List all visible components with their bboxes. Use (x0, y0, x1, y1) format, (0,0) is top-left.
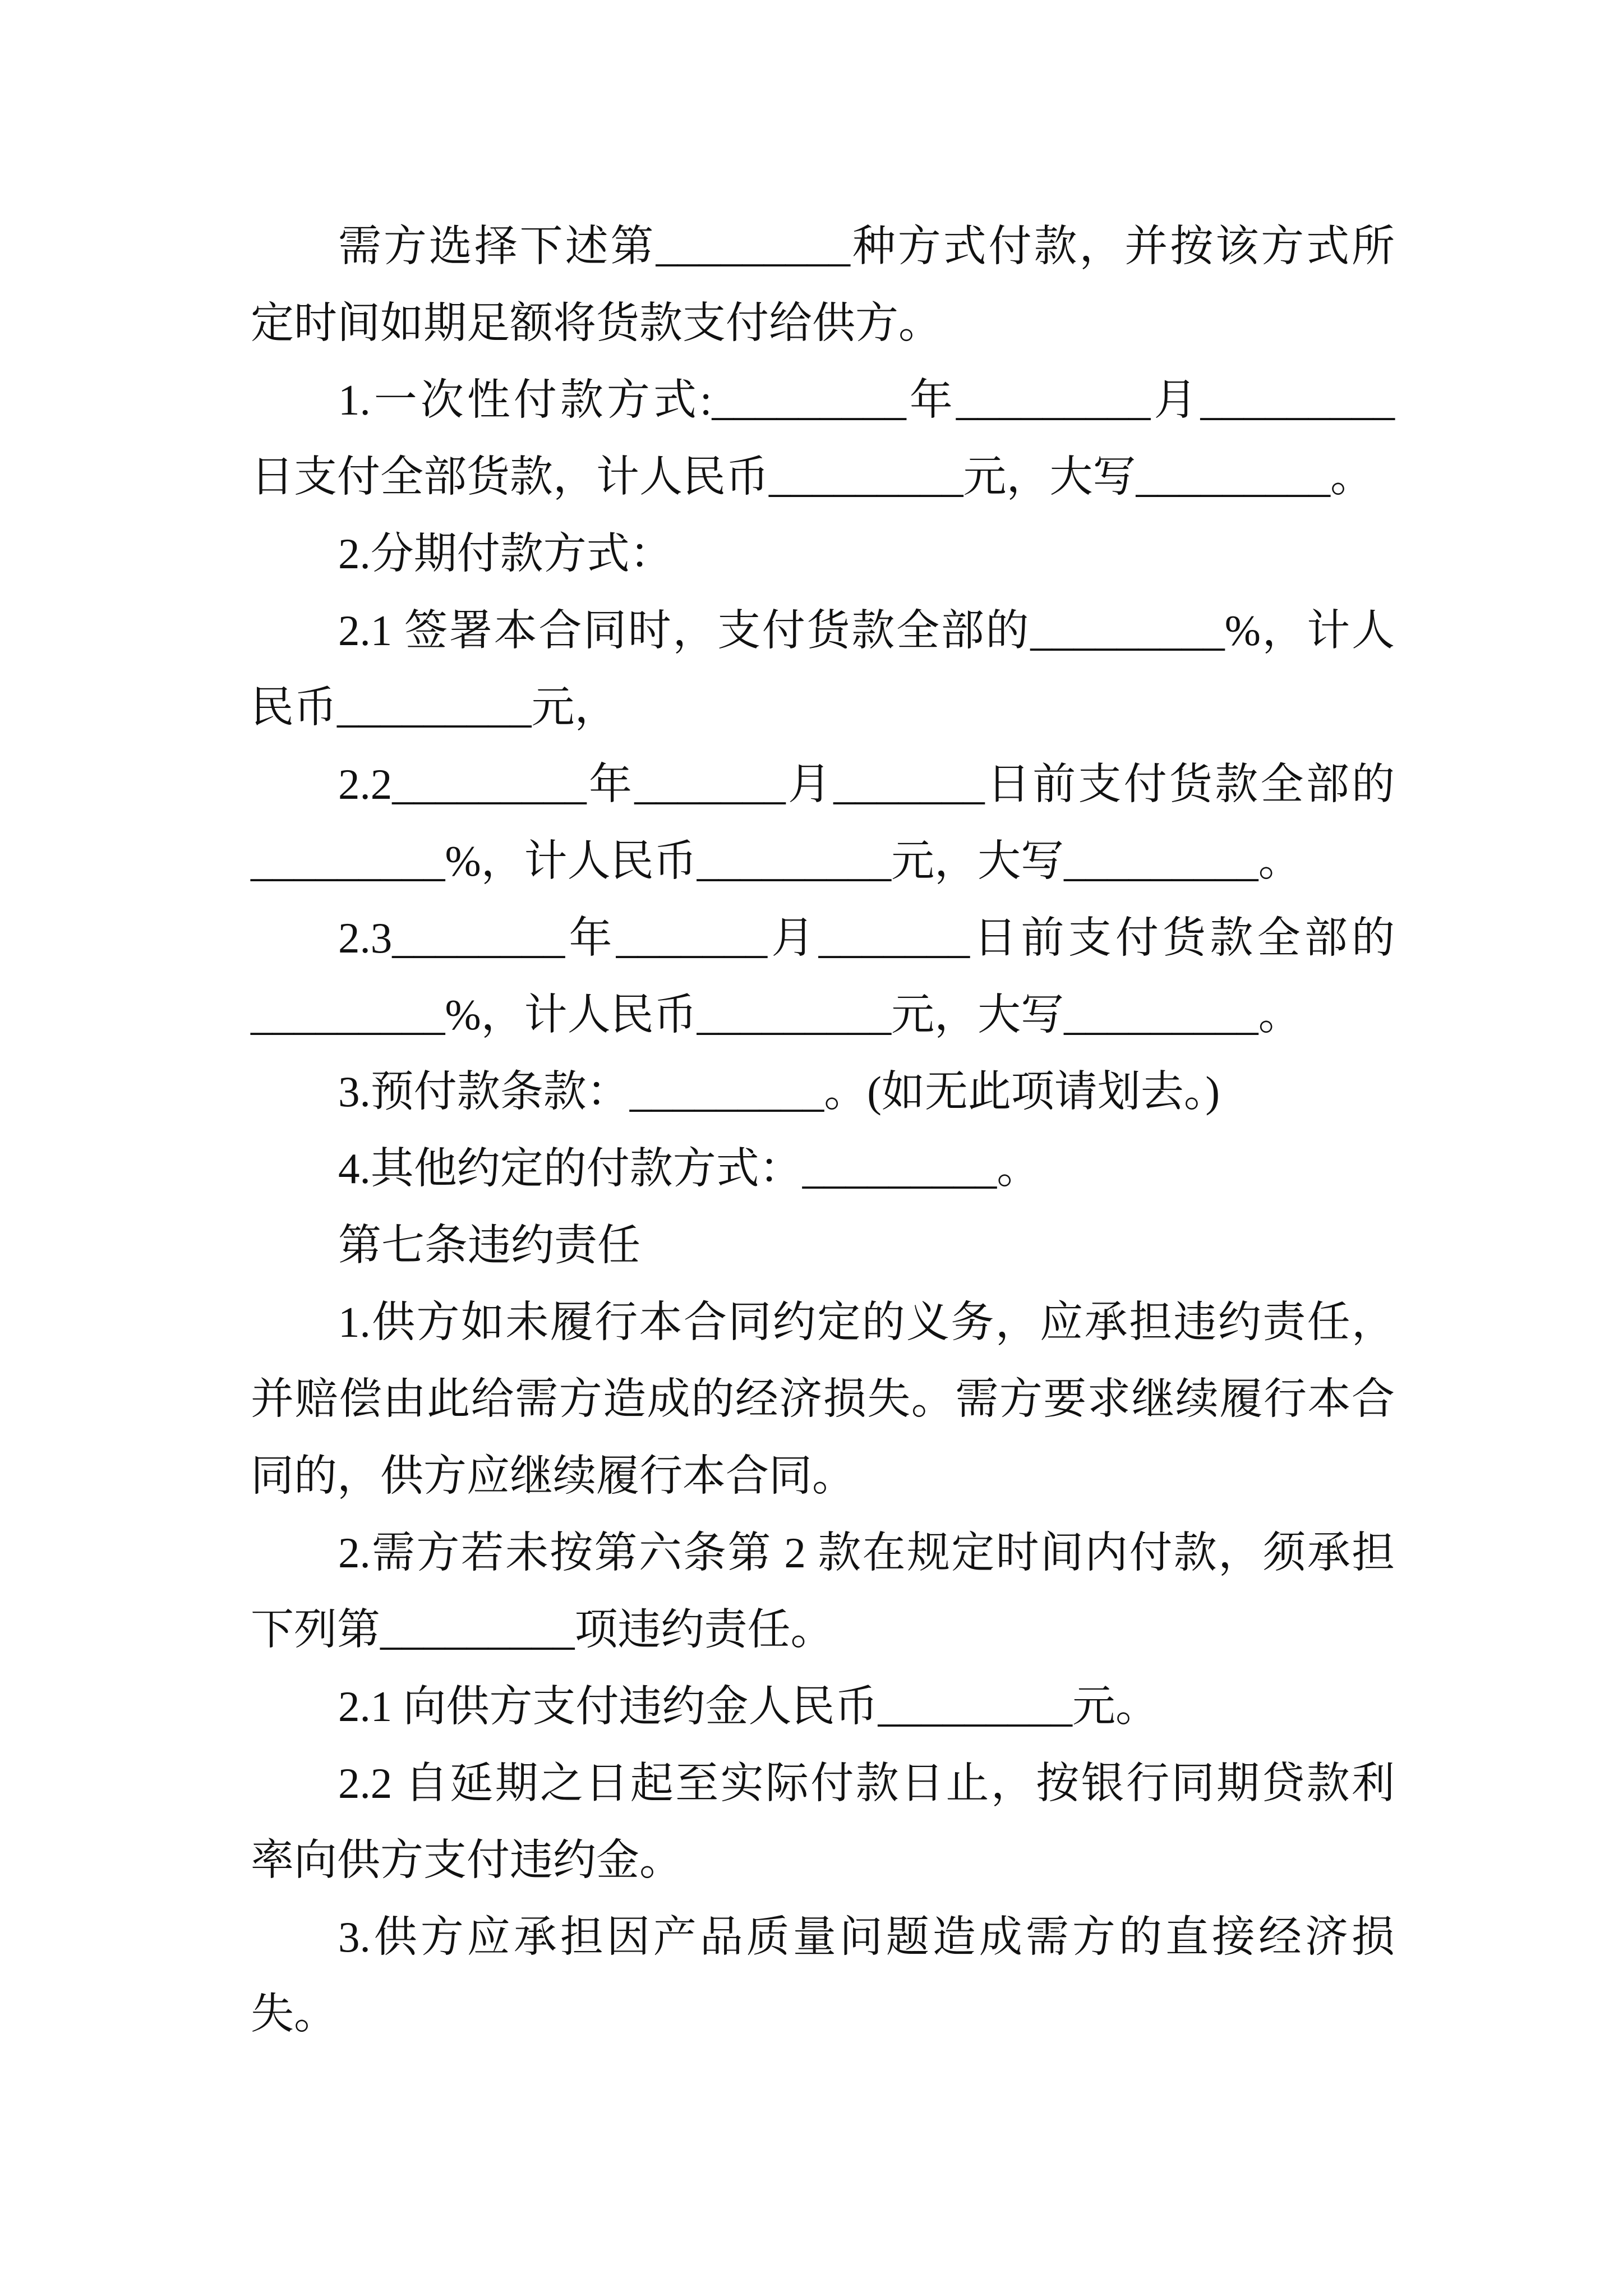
text-line: 同的，供方应继续履行本合同。 (251, 1452, 855, 1500)
breach-clause-2 (251, 1515, 1395, 1668)
breach-clause-1 (251, 1284, 1395, 1515)
text-line: 民币_________元， (251, 683, 618, 731)
other-payment-method-clause (251, 1130, 1395, 1207)
text-line: 2.分期付款方式： (338, 530, 673, 578)
text-line: 第七条违约责任 (338, 1221, 640, 1269)
text-line: 3.预付款条款：_________。(如无此项请划去。) (338, 1068, 1220, 1116)
installment-clause-2-1 (251, 592, 1395, 746)
text-line: 4.其他约定的付款方式：_________。 (338, 1144, 1040, 1193)
text-line: 2.1 向供方支付违约金人民币_________元。 (338, 1682, 1159, 1731)
breach-clause-3 (251, 1899, 1395, 2053)
installment-payment-heading (251, 516, 1395, 592)
breach-clause-2-2 (251, 1745, 1395, 1899)
text-line: 2.1 签署本合同时，支付货款全部的_________%，计人 (338, 606, 1395, 655)
text-line: 3.供方应承担因产品质量问题造成需方的直接经济损 (338, 1913, 1395, 1961)
text-line: 2.2_________年_______月_______日前支付货款全部的 (338, 760, 1395, 808)
text-line: _________%，计人民币_________元，大写_________。 (251, 837, 1302, 885)
text-line: 日支付全部货款，计人民币_________元，大写_________。 (251, 453, 1373, 501)
lump-sum-payment-clause (251, 362, 1395, 516)
text-line: 1.一次性付款方式:_________年_________月_________ (338, 376, 1395, 424)
payment-method-selection (251, 208, 1395, 362)
text-line: 2.2 自延期之日起至实际付款日止，按银行同期贷款利 (338, 1759, 1395, 1807)
text-line: 2.3________年_______月_______日前支付货款全部的 (338, 914, 1395, 962)
text-line: 2.需方若未按第六条第 2 款在规定时间内付款，须承担 (338, 1529, 1395, 1577)
text-line: _________%，计人民币_________元，大写_________。 (251, 991, 1302, 1039)
text-line: 失。 (251, 1990, 337, 2038)
breach-clause-2-1 (251, 1668, 1395, 1745)
contract-body-text (251, 208, 1395, 2053)
installment-clause-2-2 (251, 746, 1395, 900)
prepayment-clause (251, 1053, 1395, 1130)
text-line: 率向供方支付违约金。 (251, 1836, 683, 1884)
text-line: 下列第_________项违约责任。 (251, 1605, 834, 1654)
text-line: 需方选择下述第_________种方式付款，并按该方式所 (338, 222, 1395, 270)
article-7-heading (251, 1207, 1395, 1284)
installment-clause-2-3 (251, 900, 1395, 1053)
text-line: 并赔偿由此给需方造成的经济损失。需方要求继续履行本合 (251, 1375, 1395, 1423)
text-line: 1.供方如未履行本合同约定的义务，应承担违约责任， (338, 1298, 1395, 1346)
text-line: 定时间如期足额将货款支付给供方。 (251, 299, 942, 347)
